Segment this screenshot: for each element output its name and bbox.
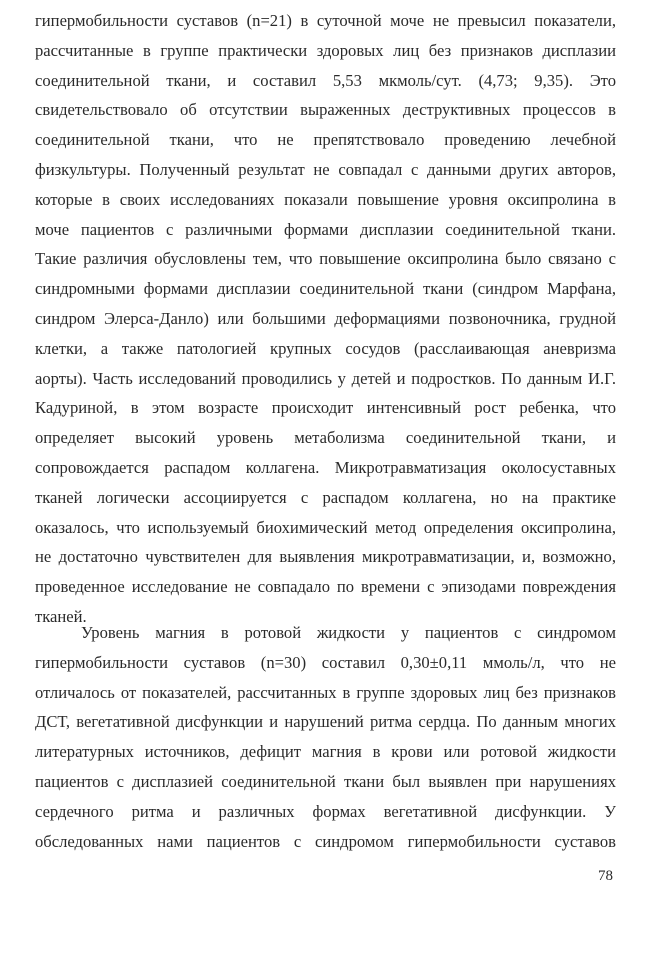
text-line: соединительной ткани, что не препятствовало проведению лечебной <box>35 130 616 150</box>
text-line: моче пациентов с различными формами дисплазии соединительной ткани. <box>35 219 616 239</box>
text-line: аорты). Часть исследований проводились у детей и подростков. По данным И.Г. <box>35 368 616 388</box>
text-line: Такие различия обусловлены тем, что повышение оксипролина было связано с <box>35 249 616 269</box>
text-line: клетки, а также патологией крупных сосудов (расслаивающая аневризма <box>35 338 616 358</box>
text-line: рассчитанные в группе практически здоровых лиц без признаков дисплазии <box>35 40 616 60</box>
text-line: определяет высокий уровень метаболизма соединительной ткани, и <box>35 428 616 448</box>
text-line: свидетельствовало об отсутствии выраженных деструктивных процессов в <box>35 100 616 120</box>
text-line: сердечного ритма и различных формах вегетативной дисфункции. У <box>35 801 616 821</box>
text-line: обследованных нами пациентов с синдромом гипермобильности суставов <box>35 831 616 851</box>
text-line: Уровень магния в ротовой жидкости у пациентов с синдромом <box>81 623 616 642</box>
text-line: соединительной ткани, и составил 5,53 мкмоль/сут. (4,73; 9,35). Это <box>35 70 616 90</box>
text-line: сопровождается распадом коллагена. Микротравматизация околосуставных <box>35 457 616 477</box>
text-line: гипермобильности суставов (n=30) составил 0,30±0,11 ммоль/л, что не <box>35 652 616 672</box>
text-line: которые в своих исследованиях показали повышение уровня оксипролина в <box>35 189 616 209</box>
text-line: тканей логически ассоциируется с распадом коллагена, но на практике <box>35 487 616 507</box>
text-line: гипермобильности суставов (n=21) в суточной моче не превысил показатели, <box>35 11 616 30</box>
text-line: тканей. <box>35 606 87 626</box>
paragraph-1 <box>35 6 616 632</box>
text-line: синдром Элерса-Данло) или большими деформациями позвоночника, грудной <box>35 308 616 328</box>
text-line: пациентов с дисплазией соединительной ткани был выявлен при нарушениях <box>35 771 616 791</box>
text-line: проведенное исследование не совпадало по времени с эпизодами повреждения <box>35 577 616 597</box>
text-line: отличалось от показателей, рассчитанных в группе здоровых лиц без признаков <box>35 682 616 702</box>
paragraph-2 <box>35 618 616 856</box>
text-line: Кадуриной, в этом возрасте происходит интенсивный рост ребенка, что <box>35 398 616 418</box>
page-number: 78 <box>598 868 613 884</box>
text-line: ДСТ, вегетативной дисфункции и нарушений ритма сердца. По данным многих <box>35 712 616 732</box>
text-line: физкультуры. Полученный результат не совпадал с данными других авторов, <box>35 159 616 179</box>
text-line: оказалось, что используемый биохимический метод определения оксипролина, <box>35 517 616 537</box>
text-line: синдромными формами дисплазии соединительной ткани (синдром Марфана, <box>35 279 616 299</box>
text-line: литературных источников, дефицит магния в крови или ротовой жидкости <box>35 742 616 762</box>
text-line: не достаточно чувствителен для выявления микротравматизации, и, возможно, <box>35 547 616 567</box>
